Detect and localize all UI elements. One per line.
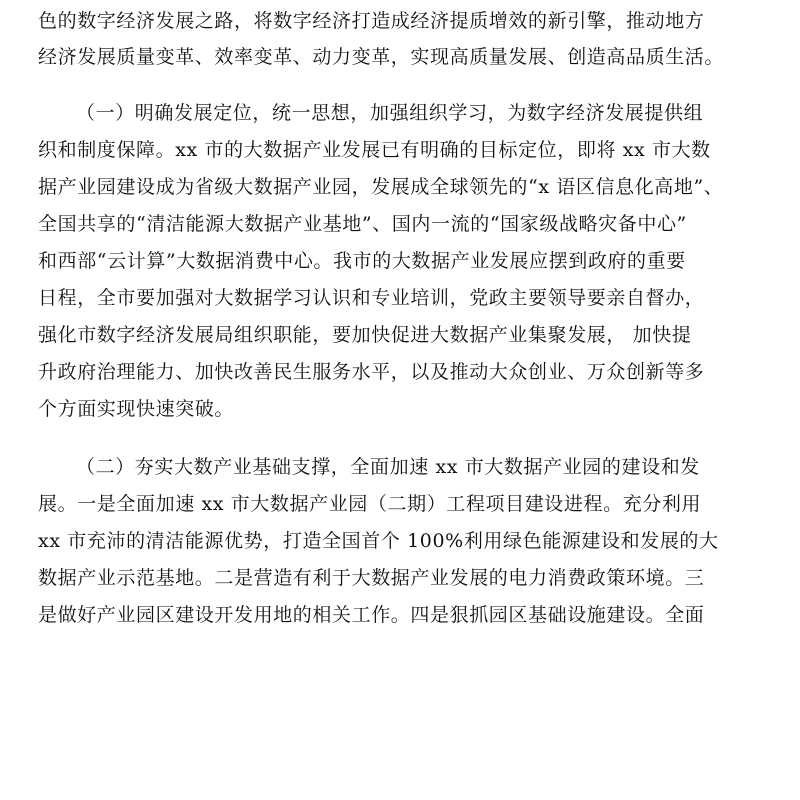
text-line: 经济发展质量变革、效率变革、动力变革，实现高质量发展、创造高品质生活。: [38, 46, 725, 68]
text-line: 数据产业示范基地。二是营造有利于大数据产业发展的电力消费政策环境。三: [38, 567, 705, 589]
text-line: 色的数字经济发展之路，将数字经济打造成经济提质增效的新引擎，推动地方: [38, 10, 705, 32]
text-line: 织和制度保障。xx 市的大数据产业发展已有明确的目标定位，即将 xx 市大数: [38, 139, 711, 161]
text-line: 据产业园建设成为省级大数据产业园，发展成全球领先的“x 语区信息化高地”、: [38, 176, 724, 198]
text-line: （一）明确发展定位，统一思想，加强组织学习，为数字经济发展提供组: [76, 102, 704, 124]
text-line: 个方面实现快速突破。: [38, 398, 235, 420]
text-line: xx 市充沛的清洁能源优势，打造全国首个 100%利用绿色能源建设和发展的大: [38, 530, 719, 552]
text-line: 是做好产业园区建设开发用地的相关工作。四是狠抓园区基础设施建设。全面: [38, 604, 705, 626]
text-line: 和西部“云计算”大数据消费中心。我市的大数据产业发展应摆到政府的重要: [38, 250, 686, 272]
text-line: 日程，全市要加强对大数据学习认识和专业培训，党政主要领导要亲自督办，: [38, 287, 705, 309]
text-line: 全国共享的“清洁能源大数据产业基地”、国内一流的“国家级战略灾备中心”: [38, 213, 687, 235]
text-line: 升政府治理能力、加快改善民生服务水平，以及推动大众创业、万众创新等多: [38, 361, 705, 383]
text-line: 展。一是全面加速 xx 市大数据产业园（二期）工程项目建设进程。充分利用: [38, 493, 702, 515]
text-line: （二）夯实大数产业基础支撑，全面加速 xx 市大数据产业园的建设和发: [76, 456, 700, 478]
text-line: 强化市数字经济发展局组织职能，要加快促进大数据产业集聚发展， 加快提: [38, 324, 692, 346]
